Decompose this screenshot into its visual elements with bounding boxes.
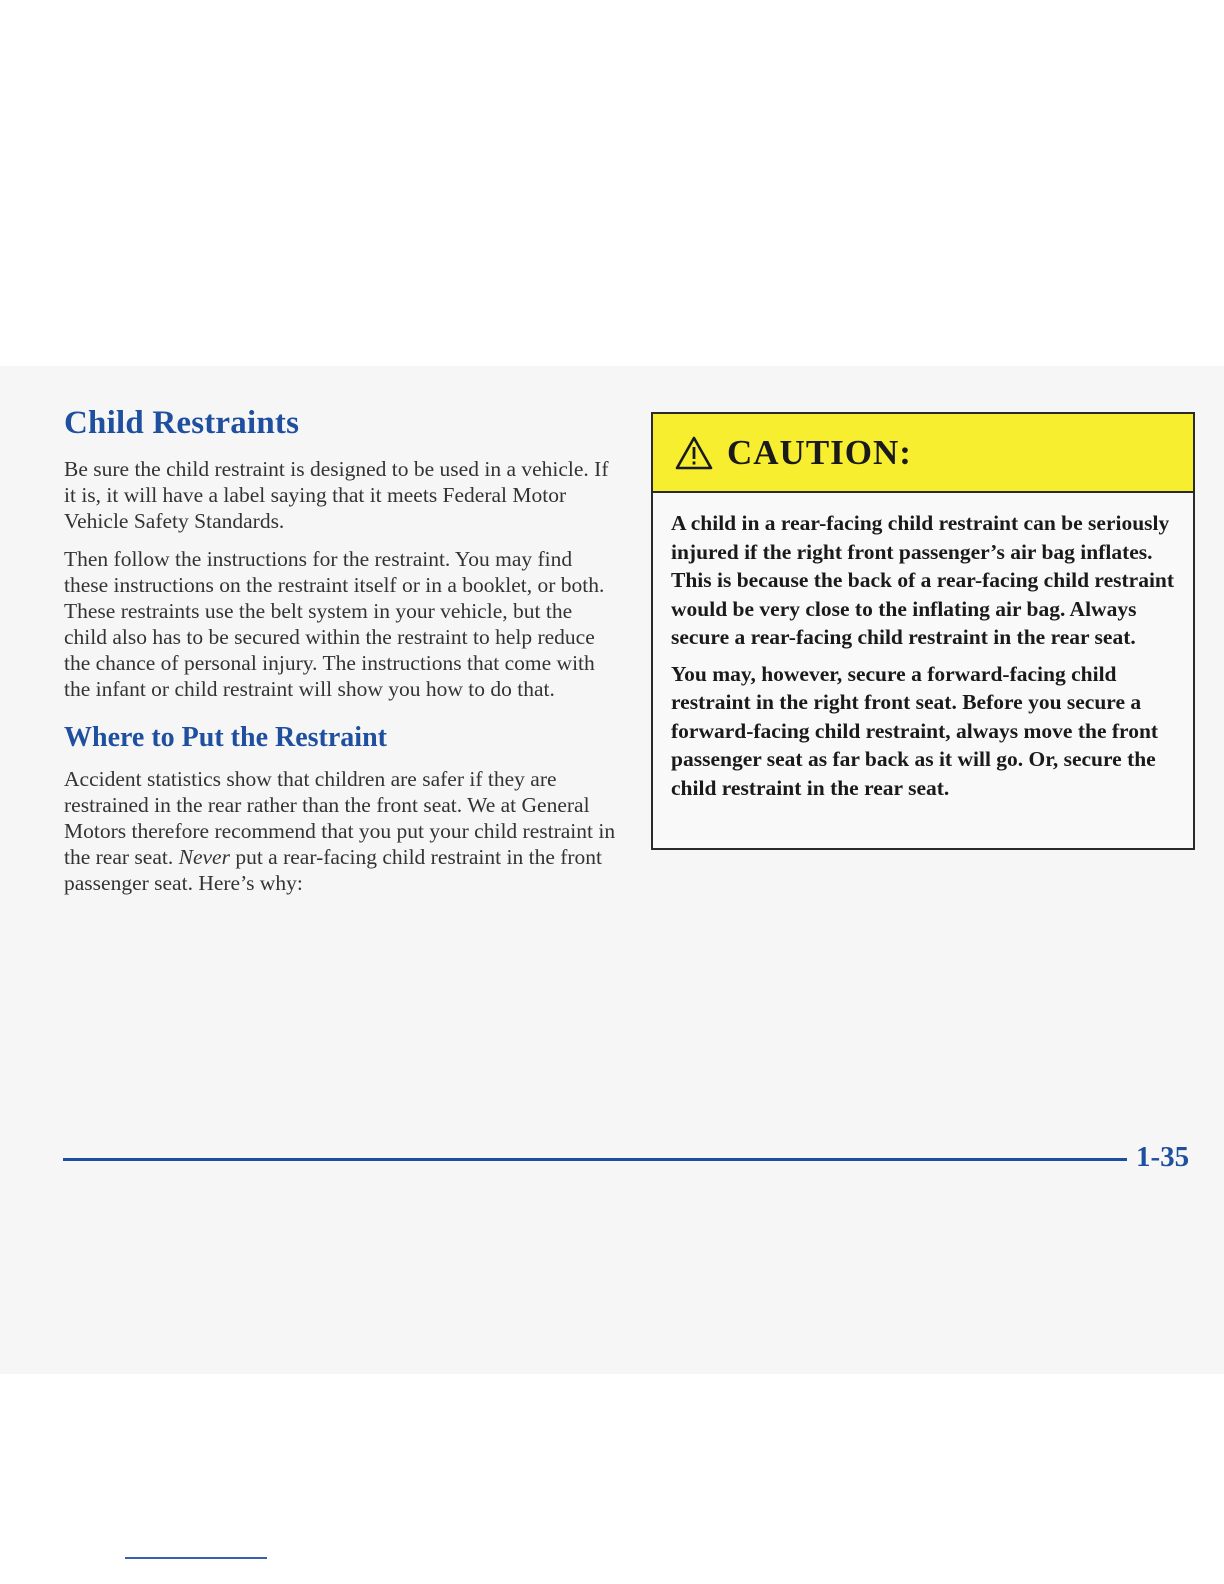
instructions-paragraph: Then follow the instructions for the restraint. You may find these instructions on the restraint itself or in a booklet, or both. These restraints use the belt system in your vehicle, but the child also has to be secured within the restraint to help reduce the chance of personal injury. The instructions that come with the infant or child restraint will show you how to do that. (64, 547, 605, 701)
caution-body (653, 493, 1193, 802)
caution-paragraph: A child in a rear-facing child restraint can be seriously injured if the right front passenger’s air bag inflates. This is because the back of a rear-facing child restraint would be very close to the inflating air bag. Always secure a rear-facing child restraint in the rear seat. (671, 511, 1175, 649)
bottom-mark-line (125, 1557, 267, 1559)
left-column (64, 405, 620, 908)
caution-box (651, 412, 1195, 850)
caution-paragraph: You may, however, secure a forward-facing child restraint in the right front seat. Before you secure a forward-facing child restraint, always move the front passenger seat as far back as it will go. Or, secure the child restraint in the rear seat. (671, 661, 1159, 800)
placement-text-before: Accident statistics show that children are safer if they are restrained in the rear rather than the front seat. We at General Motors therefore recommend that you put your child restraint in the rear seat. (64, 767, 616, 869)
section-title: Child Restraints (64, 405, 300, 441)
caution-title: CAUTION: (727, 432, 912, 472)
caution-header (653, 414, 1193, 493)
placement-emphasis: Never (178, 845, 230, 869)
page-number: 1-35 (1136, 1141, 1190, 1173)
subsection-title: Where to Put the Restraint (64, 722, 387, 753)
footer-rule (63, 1158, 1127, 1161)
placement-paragraph (64, 766, 620, 896)
placement-text-after: put a rear-facing child restraint in the front passenger seat. Here’s why: (64, 845, 603, 895)
warning-triangle-icon (675, 436, 713, 470)
intro-paragraph: Be sure the child restraint is designed to be used in a vehicle. If it is, it will have a label saying that it meets Federal Motor Vehicle Safety Standards. (64, 457, 609, 533)
